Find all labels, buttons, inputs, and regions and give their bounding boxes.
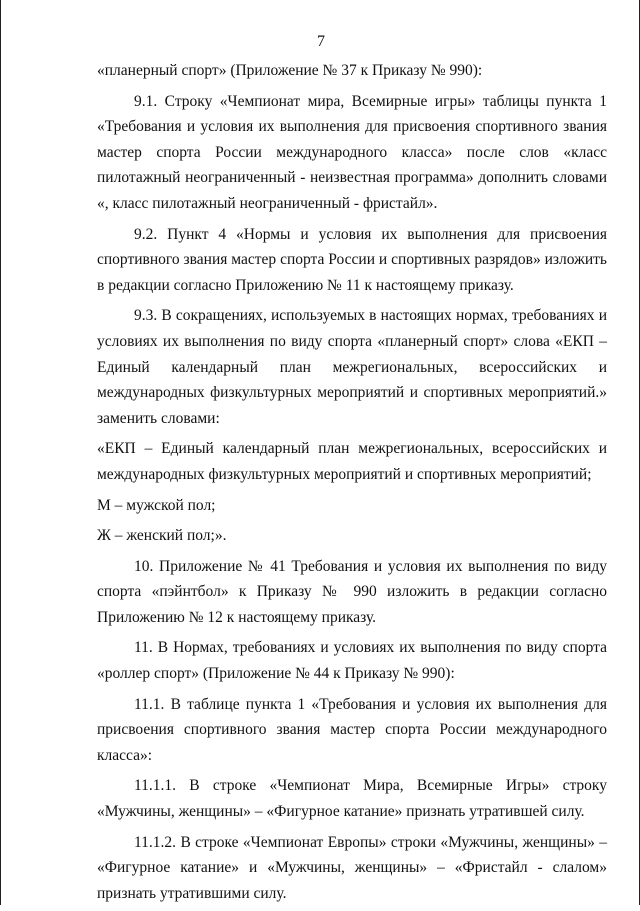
paragraph: 9.1. Строку «Чемпионат мира, Всемирные игры» таблицы пункта 1 «Требования и условия их выполнения для присвоения спортивного звания мастер спорта России международного класса» после слов «класс пилотажный неограниченный - неизвестная программа» дополнить словами «, класс пилотажный неограниченный - фристайл». bbox=[97, 92, 607, 212]
paragraph: 9.3. В сокращениях, используемых в настоящих нормах, требованиях и условиях их выполнения по виду спорта «планерный спорт» слова «ЕКП – Единый календарный план межрегиональных, всероссийских и международных физкультурных мероприятий и спортивных мероприятий.» заменить словами: bbox=[97, 307, 607, 427]
document-body bbox=[97, 58, 607, 911]
paragraph: «ЕКП – Единый календарный план межрегиональных, всероссийских и международных физкультурных мероприятий и спортивных мероприятий; bbox=[97, 440, 607, 483]
paragraph: 11. В Нормах, требованиях и условиях их выполнения по виду спорта «роллер спорт» (Приложение № 44 к Приказу № 990): bbox=[97, 639, 607, 683]
paragraph: Ж – женский пол;». bbox=[97, 527, 227, 545]
paragraph: 11.1.1. В строке «Чемпионат Мира, Всемирные Игры» строку «Мужчины, женщины» – «Фигурное катание» признать утратившей силу. bbox=[97, 777, 607, 821]
paragraph: 9.2. Пункт 4 «Нормы и условия их выполнения для присвоения спортивного звания мастер спорта России и спортивных разрядов» изложить в редакции согласно Приложению № 11 к настоящему приказу. bbox=[97, 225, 607, 294]
paragraph: «планерный спорт» (Приложение № 37 к Приказу № 990): bbox=[97, 62, 483, 79]
paragraph: 11.1. В таблице пункта 1 «Требования и условия их выполнения для присвоения спортивного звания мастер спорта России международного класса»: bbox=[97, 695, 607, 764]
paragraph: 11.1.2. В строке «Чемпионат Европы» строки «Мужчины, женщины» – «Фигурное катание» и «Мужчины, женщины» – «Фристайл - слалом» признать утратившими силу. bbox=[97, 833, 607, 902]
paragraph: М – мужской пол; bbox=[97, 496, 216, 514]
page-number: 7 bbox=[317, 33, 325, 50]
paragraph: 10. Приложение № 41 Требования и условия их выполнения по виду спорта «пэйнтбол» к Приказу № 990 изложить в редакции согласно Приложению № 12 к настоящему приказу. bbox=[97, 557, 607, 626]
